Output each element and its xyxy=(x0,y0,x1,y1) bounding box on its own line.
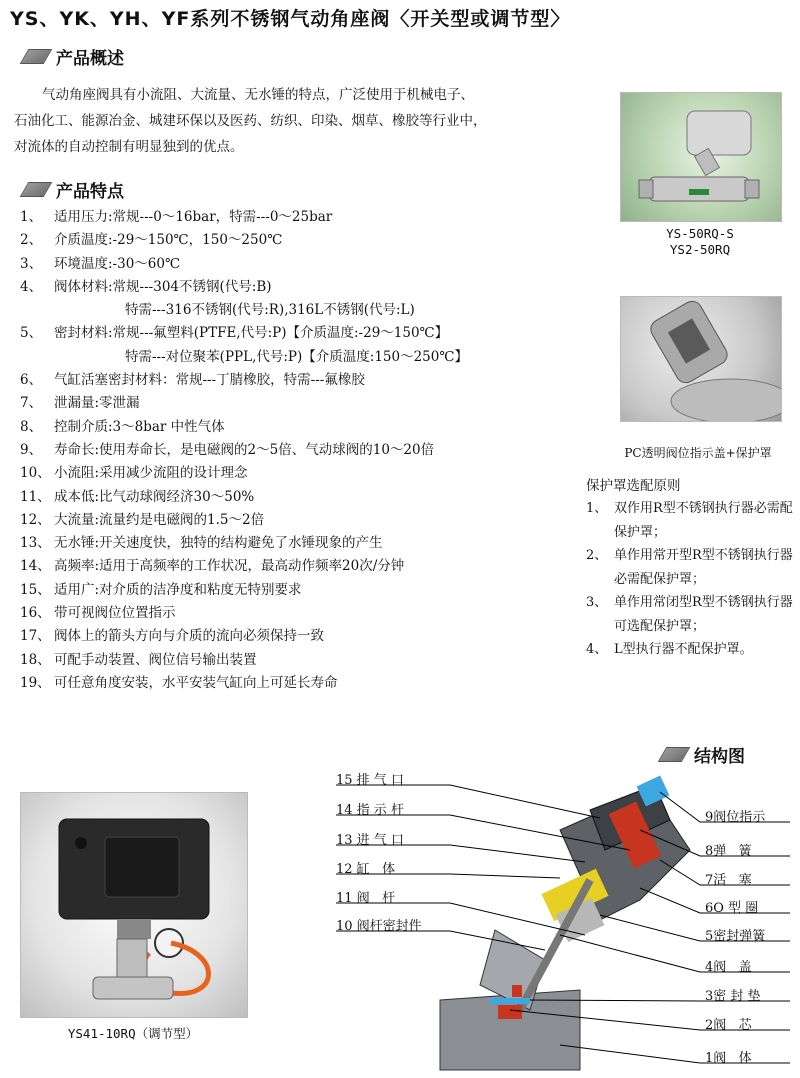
feature-text: 可任意角度安装，水平安装气缸向上可延长寿命 xyxy=(54,674,338,691)
feature-number: 5、 xyxy=(20,325,43,342)
feature-number: 19、 xyxy=(20,674,51,691)
structure-label-right: 3密 封 垫 xyxy=(705,989,761,1004)
protection-title: 保护罩选配原则 xyxy=(586,478,681,494)
structure-label-right: 5密封弹簧 xyxy=(705,929,766,944)
structure-label-right: 9阀位指示 xyxy=(705,810,766,825)
feature-number: 9、 xyxy=(20,441,43,458)
overview-line: 气动角座阀具有小流阻、大流量、无水锤的特点，广泛使用于机械电子、 xyxy=(42,87,474,103)
feature-text: 适用广:对介质的洁净度和粘度无特别要求 xyxy=(54,581,302,598)
feature-text: 控制介质:3～8bar 中性气体 xyxy=(54,418,225,435)
rule-text: 单作用常闭型R型不锈钢执行器可选配保护罩； xyxy=(614,595,793,634)
structure-label-right: 4阀 盖 xyxy=(705,960,752,975)
structure-label-left: 15 排 气 口 xyxy=(336,773,404,788)
rule-number: 3、 xyxy=(586,595,608,610)
feature-number: 10、 xyxy=(20,465,51,482)
structure-label-left: 14 指 示 杆 xyxy=(336,803,404,818)
structure-label-left: 13 进 气 口 xyxy=(336,833,404,848)
feature-text: 特需---316不锈钢(代号:R),316L不锈钢(代号:L) xyxy=(125,302,415,319)
feature-text: 成本低:比气动球阀经济30～50% xyxy=(54,488,255,505)
feature-text: 可配手动装置、阀位信号输出装置 xyxy=(54,651,257,668)
feature-text: 大流量:流量约是电磁阀的1.5～2倍 xyxy=(54,511,265,528)
structure-label-right: 8弹 簧 xyxy=(705,844,752,859)
feature-number: 6、 xyxy=(20,372,43,389)
valve-caption-1: YS-50RQ-S xyxy=(666,226,734,241)
overview-heading-text: 产品概述 xyxy=(56,49,124,69)
rule-number: 2、 xyxy=(586,548,608,563)
feature-text: 高频率:适用于高频率的工作状况，最高动作频率20次/分钟 xyxy=(54,558,405,575)
structure-label-right: 2阀 芯 xyxy=(705,1018,752,1033)
feature-number: 3、 xyxy=(20,255,43,272)
features-heading-text: 产品特点 xyxy=(56,182,124,202)
rule-number: 1、 xyxy=(586,501,608,516)
feature-number: 4、 xyxy=(20,278,43,295)
feature-number: 8、 xyxy=(20,418,43,435)
overview-line: 对流体的自动控制有明显独到的优点。 xyxy=(14,139,244,155)
feature-text: 介质温度:-29～150℃，150～250℃ xyxy=(54,232,283,249)
feature-number: 7、 xyxy=(20,395,43,412)
feature-text: 密封材料:常规---氟塑料(PTFE,代号:P)【介质温度:-29～150℃】 xyxy=(54,325,449,342)
feature-text: 阀体上的箭头方向与介质的流向必须保持一致 xyxy=(54,628,324,645)
feature-text: 适用压力:常规---0～16bar，特需---0～25bar xyxy=(54,209,333,225)
leader-line xyxy=(560,1045,790,1063)
feature-text: 带可视阀位位置指示 xyxy=(54,605,176,622)
feature-number: 11、 xyxy=(20,488,51,505)
feature-text: 无水锤:开关速度快，独特的结构避免了水锤现象的产生 xyxy=(54,535,383,552)
feature-text: 泄漏量:零泄漏 xyxy=(54,395,140,412)
feature-number: 13、 xyxy=(20,535,51,552)
feature-number: 15、 xyxy=(20,581,51,598)
overview-line: 石油化工、能源冶金、城建环保以及医药、纺织、印染、烟草、橡胶等行业中， xyxy=(14,113,487,129)
regulator-caption: YS41-10RQ（调节型） xyxy=(67,1026,199,1041)
structure-label-right: 7活 塞 xyxy=(705,873,752,888)
structure-label-right: 6O 型 圈 xyxy=(705,901,759,916)
rule-text: 双作用R型不锈钢执行器必需配保护罩； xyxy=(614,501,793,540)
structure-label-left: 10 阀杆密封件 xyxy=(336,919,422,934)
feature-number: 12、 xyxy=(20,511,51,528)
feature-text: 气缸活塞密封材料：常规---丁腈橡胶，特需---氟橡胶 xyxy=(54,372,365,389)
rule-text: 单作用常开型R型不锈钢执行器必需配保护罩； xyxy=(614,548,793,587)
feature-number: 14、 xyxy=(20,558,51,575)
rule-number: 4、 xyxy=(586,642,608,657)
feature-number: 16、 xyxy=(20,605,51,622)
feature-text: 小流阻:采用减少流阻的设计理念 xyxy=(54,465,248,482)
feature-text: 阀体材料:常规---304不锈钢(代号:B) xyxy=(54,278,272,295)
feature-number: 2、 xyxy=(20,232,43,249)
rule-text: L型执行器不配保护罩。 xyxy=(614,642,753,657)
feature-text: 寿命长:使用寿命长，是电磁阀的2～5倍、气动球阀的10～20倍 xyxy=(54,441,435,458)
structure-label-right: 1阀 体 xyxy=(705,1051,752,1066)
structure-heading-text: 结构图 xyxy=(694,747,745,767)
feature-number: 1、 xyxy=(20,209,43,225)
valve-body-drawing xyxy=(440,776,690,1070)
indicator-caption: PC透明阀位指示盖+保护罩 xyxy=(624,446,772,460)
feature-number: 18、 xyxy=(20,651,51,668)
structure-label-left: 12 缸 体 xyxy=(336,862,396,877)
feature-number: 17、 xyxy=(20,628,51,645)
structure-label-left: 11 阀 杆 xyxy=(336,891,396,906)
valve-caption-2: YS2-50RQ xyxy=(669,242,731,257)
page-title: YS、YK、YH、YF系列不锈钢气动角座阀〈开关型或调节型〉 xyxy=(10,8,571,30)
feature-text: 特需---对位聚苯(PPL,代号:P)【介质温度:150～250℃】 xyxy=(125,348,468,365)
feature-text: 环境温度:-30～60℃ xyxy=(54,255,181,272)
